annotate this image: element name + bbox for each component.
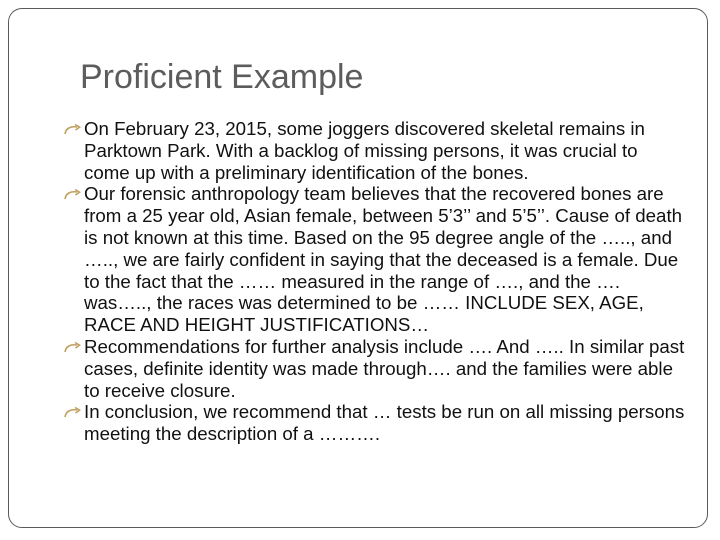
bullet-item xyxy=(84,118,688,183)
curved-arrow-bullet-icon xyxy=(64,342,81,353)
bullet-text: On February 23, 2015, some joggers discovered skeletal remains in Parktown Park. With a backlog of missing persons, it was crucial to come up with a preliminary identification of the bones. xyxy=(84,118,645,183)
bullet-text: In conclusion, we recommend that … tests be run on all missing persons meeting the description of a ………. xyxy=(84,401,685,445)
curved-arrow-bullet-icon xyxy=(64,189,81,200)
bullet-list xyxy=(84,118,688,445)
bullet-item xyxy=(84,401,688,445)
bullet-item xyxy=(84,336,688,401)
bullet-item xyxy=(84,183,688,336)
curved-arrow-bullet-icon xyxy=(64,124,81,135)
curved-arrow-bullet-icon xyxy=(64,407,81,418)
bullet-text: Recommendations for further analysis include …. And ….. In similar past cases, definite identity was made through…. and the families were able to receive closure. xyxy=(84,335,685,401)
bullet-text: Our forensic anthropology team believes that the recovered bones are from a 25 year old, Asian female, between 5’3’’ and 5’5’’. Cause of death is not known at this time. Based on the 95 degree angle of the ….., and ….., we are fairly confident in saying that the deceased is a female. Due to the fact that the …… measured in the range of …., and the …. was….., the races was determined to be …… INCLUDE SEX, AGE, RACE AND HEIGHT JUSTIFICATIONS… xyxy=(84,183,683,336)
slide-title: Proficient Example xyxy=(80,58,364,96)
